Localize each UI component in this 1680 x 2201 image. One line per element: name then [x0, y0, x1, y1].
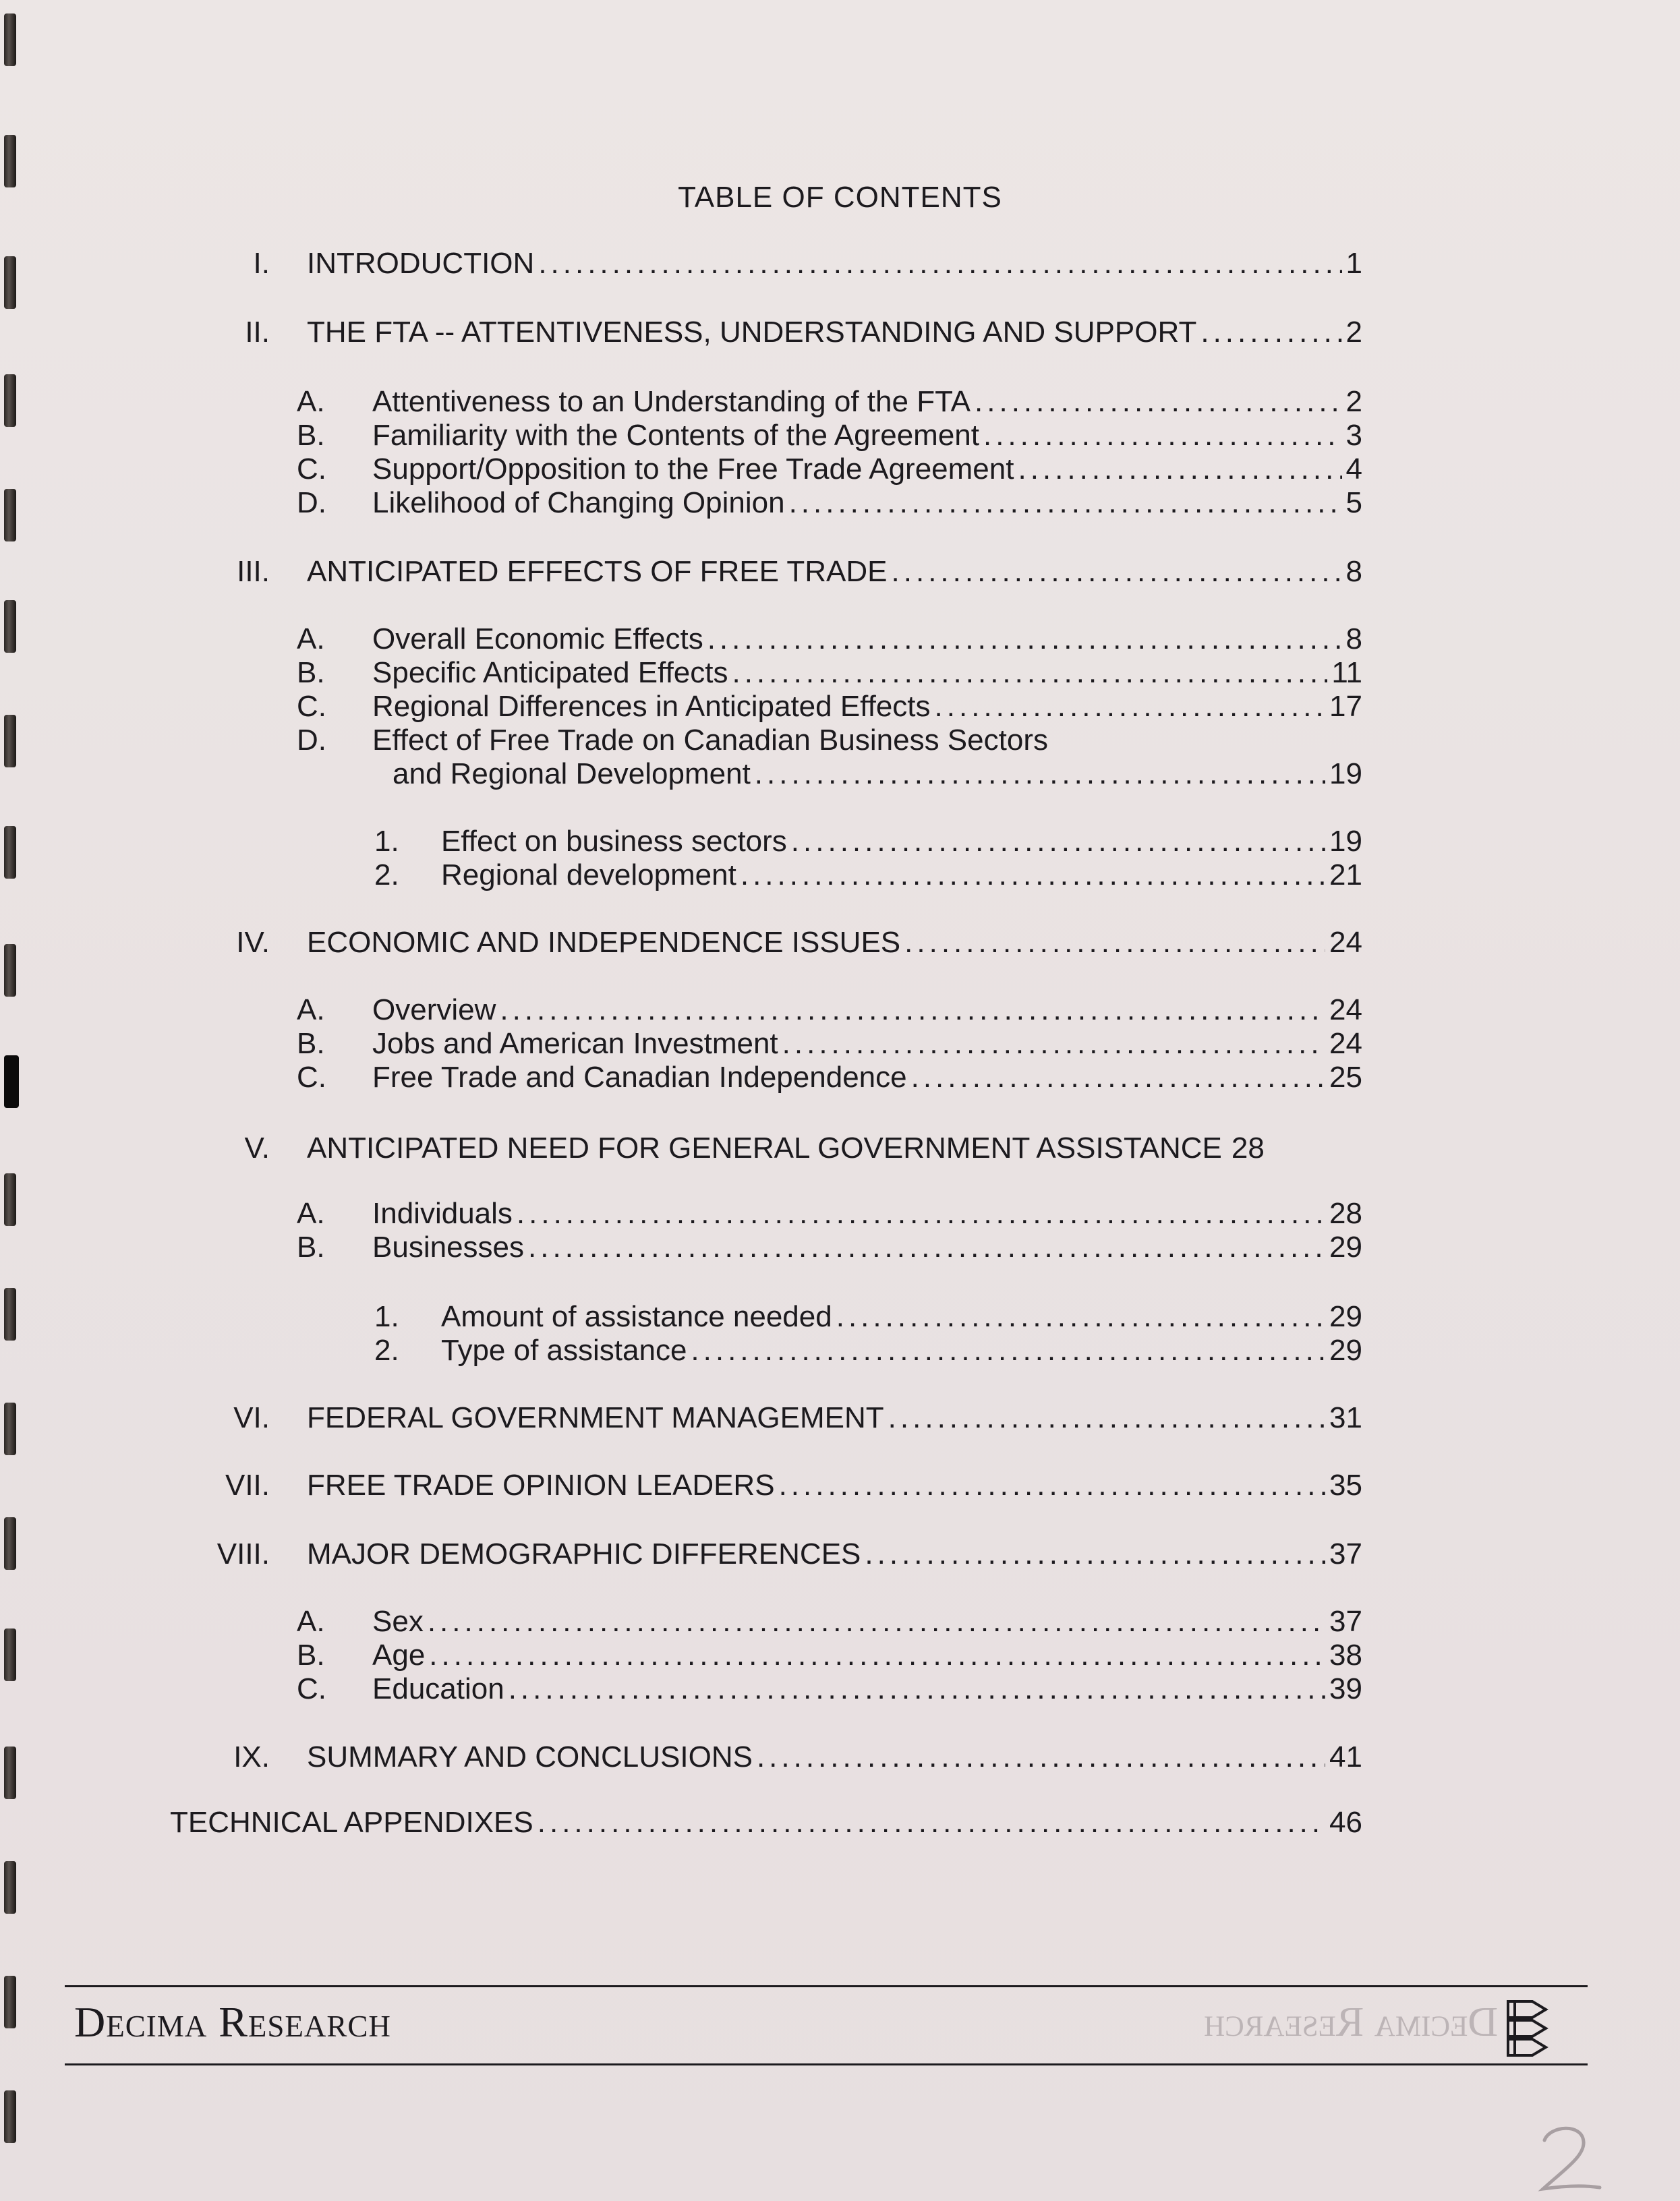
dot-leader [911, 1060, 1325, 1095]
toc-entry-number: A. [297, 1605, 325, 1638]
toc-entry[interactable] [307, 1401, 1362, 1436]
dot-leader [904, 925, 1325, 960]
toc-entry-number: I. [253, 247, 270, 280]
dot-leader [865, 1537, 1325, 1572]
binding-ring [4, 944, 16, 997]
binding-ring [4, 1055, 19, 1108]
dot-leader [755, 757, 1325, 792]
toc-entry-page: 46 [1329, 1806, 1362, 1839]
toc-entry[interactable] [372, 486, 1362, 521]
decima-logo-icon [1505, 1997, 1553, 2061]
dot-leader [538, 1805, 1325, 1840]
toc-entry-number: 1. [374, 1300, 399, 1333]
toc-entry-label: TECHNICAL APPENDIXES [170, 1806, 533, 1839]
toc-entry-number: 2. [374, 858, 399, 891]
dot-leader [779, 1468, 1325, 1503]
toc-entry-label: Support/Opposition to the Free Trade Agreement [372, 452, 1014, 486]
toc-entry-number: B. [297, 1231, 325, 1264]
footer-brand: Decima Research [74, 1998, 391, 2046]
toc-entry-label: Overview [372, 993, 496, 1026]
dot-leader [782, 1026, 1325, 1061]
spiral-binding-icon [0, 0, 40, 2201]
toc-entry-number: III. [237, 555, 270, 588]
toc-entry[interactable] [307, 1131, 1362, 1166]
toc-entry-number: IV. [236, 926, 270, 959]
toc-entry-page: 1 [1345, 247, 1362, 280]
toc-entry[interactable] [307, 1740, 1362, 1775]
toc-entry-label: Effect on business sectors [441, 825, 787, 858]
toc-entry-number: II. [245, 316, 270, 349]
dot-leader [500, 993, 1325, 1028]
toc-entry[interactable] [307, 315, 1362, 350]
toc-entry-page: 4 [1345, 452, 1362, 486]
binding-ring [4, 135, 16, 187]
toc-title: TABLE OF CONTENTS [678, 181, 1002, 214]
toc-entry[interactable] [372, 384, 1362, 419]
toc-entry-label: Sex [372, 1605, 424, 1638]
footer-rule-bottom [65, 2063, 1588, 2065]
toc-entry-page: 17 [1329, 690, 1362, 723]
toc-entry[interactable] [372, 689, 1362, 724]
handwritten-page-number [1535, 2121, 1602, 2196]
toc-entry[interactable] [307, 925, 1362, 960]
toc-entry-page: 37 [1329, 1537, 1362, 1571]
dot-leader [509, 1672, 1325, 1707]
binding-ring [4, 1861, 16, 1914]
toc-entry-label: Likelihood of Changing Opinion [372, 486, 785, 519]
toc-entry-page: 29 [1329, 1300, 1362, 1333]
toc-entry-page: 24 [1329, 926, 1362, 959]
toc-entry[interactable] [372, 418, 1362, 453]
toc-entry-page: 29 [1329, 1334, 1362, 1367]
toc-entry-page: 38 [1329, 1639, 1362, 1672]
dot-leader [983, 418, 1342, 453]
dot-leader [428, 1604, 1325, 1639]
toc-entry-label: Individuals [372, 1197, 513, 1230]
dot-leader [935, 689, 1326, 724]
toc-entry-label: Attentiveness to an Understanding of the FTA [372, 385, 971, 418]
dot-leader [888, 1401, 1325, 1436]
dot-leader [892, 554, 1342, 589]
toc-entry-page: 3 [1345, 419, 1362, 452]
toc-entry-number: A. [297, 622, 325, 655]
binding-ring [4, 1976, 16, 2028]
dot-leader [836, 1299, 1325, 1334]
dot-leader [741, 858, 1325, 893]
dot-leader [732, 655, 1327, 691]
toc-entry-label: Type of assistance [441, 1334, 687, 1367]
toc-entry-page: 11 [1331, 656, 1362, 689]
toc-entry-number: IX. [233, 1740, 270, 1773]
toc-entry-number: A. [297, 993, 325, 1026]
toc-entry-label: Regional development [441, 858, 736, 891]
toc-entry-label: Amount of assistance needed [441, 1300, 832, 1333]
toc-entry-number: VIII. [216, 1537, 270, 1571]
toc-entry-page: 35 [1329, 1469, 1362, 1502]
toc-entry-number: C. [297, 1672, 326, 1705]
toc-entry-number: 2. [374, 1334, 399, 1367]
toc-entry-label: Age [372, 1639, 426, 1672]
toc-entry[interactable] [372, 993, 1362, 1028]
dot-leader [528, 1230, 1325, 1265]
binding-ring [4, 1288, 16, 1341]
toc-entry-page: 8 [1345, 555, 1362, 588]
toc-entry-label: Regional Differences in Anticipated Effects [372, 690, 931, 723]
footer-rule-top [65, 1985, 1588, 1987]
toc-entry-page: 28 [1329, 1197, 1362, 1230]
dot-leader [1200, 315, 1341, 350]
binding-ring [4, 2090, 16, 2143]
toc-entry-label: ECONOMIC AND INDEPENDENCE ISSUES [307, 926, 901, 959]
footer-brand-bleedthrough: Decima Research [1204, 1999, 1499, 2045]
toc-entry[interactable] [372, 452, 1362, 487]
toc-entry-page: 29 [1329, 1231, 1362, 1264]
dot-leader [517, 1196, 1325, 1231]
toc-entry-page: 19 [1329, 757, 1362, 790]
toc-entry-label: MAJOR DEMOGRAPHIC DIFFERENCES [307, 1537, 861, 1571]
toc-entry[interactable] [441, 1299, 1362, 1334]
toc-entry-label: SUMMARY AND CONCLUSIONS [307, 1740, 753, 1773]
binding-ring [4, 1403, 16, 1455]
toc-entry[interactable] [372, 1026, 1362, 1061]
binding-ring [4, 1628, 16, 1681]
toc-entry-number: VII. [225, 1469, 270, 1502]
toc-entry[interactable] [393, 757, 1362, 792]
toc-entry-number: A. [297, 1197, 325, 1230]
toc-entry[interactable] [307, 1537, 1362, 1572]
toc-entry-page: 24 [1329, 1027, 1362, 1060]
toc-entry-page: 2 [1345, 316, 1362, 349]
toc-entry[interactable] [372, 1196, 1362, 1231]
dot-leader [429, 1638, 1325, 1673]
toc-entry[interactable] [441, 824, 1362, 859]
toc-entry-number: D. [297, 486, 326, 519]
toc-entry-number: B. [297, 1639, 325, 1672]
toc-entry-page: 41 [1329, 1740, 1362, 1773]
toc-entry-page: 25 [1329, 1061, 1362, 1094]
toc-entry-page: 8 [1345, 622, 1362, 655]
toc-entry-number: C. [297, 1061, 326, 1094]
binding-ring [4, 374, 16, 427]
dot-leader [538, 246, 1341, 281]
toc-entry-label: Familiarity with the Contents of the Agreement [372, 419, 979, 452]
toc-entry[interactable] [372, 1638, 1362, 1673]
dot-leader [1018, 452, 1341, 487]
toc-entry-page: 24 [1329, 993, 1362, 1026]
toc-entry-number: VI. [233, 1401, 270, 1434]
toc-entry[interactable] [441, 1333, 1362, 1368]
dot-leader [789, 486, 1342, 521]
toc-entry-number: B. [297, 1027, 325, 1060]
toc-entry-page: 28 [1231, 1132, 1265, 1165]
dot-leader [975, 384, 1341, 419]
toc-entry-label: Specific Anticipated Effects [372, 656, 728, 689]
toc-entry[interactable] [372, 1230, 1362, 1265]
toc-entry-label: THE FTA -- ATTENTIVENESS, UNDERSTANDING AND SUPPORT [307, 316, 1197, 349]
toc-entry-page: 37 [1329, 1605, 1362, 1638]
toc-entry-number: C. [297, 690, 326, 723]
dot-leader [791, 824, 1325, 859]
toc-entry-number: V. [244, 1132, 270, 1165]
toc-entry-page: 39 [1329, 1672, 1362, 1705]
toc-entry-number: B. [297, 419, 325, 452]
binding-ring [4, 600, 16, 653]
toc-entry-page: 19 [1329, 825, 1362, 858]
dot-leader [691, 1333, 1325, 1368]
toc-entry-page: 5 [1345, 486, 1362, 519]
toc-entry-label: FREE TRADE OPINION LEADERS [307, 1469, 775, 1502]
toc-entry-page: 21 [1329, 858, 1362, 891]
toc-entry-number: 1. [374, 825, 399, 858]
dot-leader [707, 622, 1342, 657]
binding-ring [4, 13, 16, 66]
toc-entry[interactable] [307, 1468, 1362, 1503]
toc-entry-label: Overall Economic Effects [372, 622, 703, 655]
toc-entry-label-continued: and Regional Development [393, 757, 751, 790]
binding-ring [4, 1517, 16, 1570]
toc-entry-label: Businesses [372, 1231, 525, 1264]
toc-entry[interactable] [307, 246, 1362, 281]
toc-entry-label: Effect of Free Trade on Canadian Business Sectors [372, 724, 1048, 757]
toc-entry-label: INTRODUCTION [307, 247, 535, 280]
toc-entry[interactable] [372, 655, 1362, 691]
binding-ring [4, 1747, 16, 1799]
toc-entry-label: Jobs and American Investment [372, 1027, 778, 1060]
toc-entry[interactable] [372, 1672, 1362, 1707]
binding-ring [4, 256, 16, 309]
toc-entry-label: ANTICIPATED EFFECTS OF FREE TRADE [307, 555, 888, 588]
toc-entry-number: B. [297, 656, 325, 689]
binding-ring [4, 489, 16, 541]
toc-entry-label: Free Trade and Canadian Independence [372, 1061, 907, 1094]
binding-ring [4, 715, 16, 767]
toc-entry-page: 2 [1345, 385, 1362, 418]
toc-entry-label: Education [372, 1672, 504, 1705]
dot-leader [757, 1740, 1325, 1775]
toc-entry-number: A. [297, 385, 325, 418]
binding-ring [4, 1173, 16, 1226]
toc-entry[interactable] [372, 622, 1362, 657]
toc-entry[interactable] [441, 858, 1362, 893]
toc-entry-page: 31 [1329, 1401, 1362, 1434]
toc-entry-label: FEDERAL GOVERNMENT MANAGEMENT [307, 1401, 884, 1434]
binding-ring [4, 826, 16, 879]
toc-entry-number: D. [297, 724, 326, 757]
toc-entry-number: C. [297, 452, 326, 486]
toc-entry[interactable] [170, 1805, 1362, 1840]
toc-entry[interactable] [372, 1060, 1362, 1095]
toc-entry-label: ANTICIPATED NEED FOR GENERAL GOVERNMENT ASSISTANCE [307, 1132, 1222, 1165]
toc-entry[interactable] [372, 1604, 1362, 1639]
toc-entry[interactable] [307, 554, 1362, 589]
